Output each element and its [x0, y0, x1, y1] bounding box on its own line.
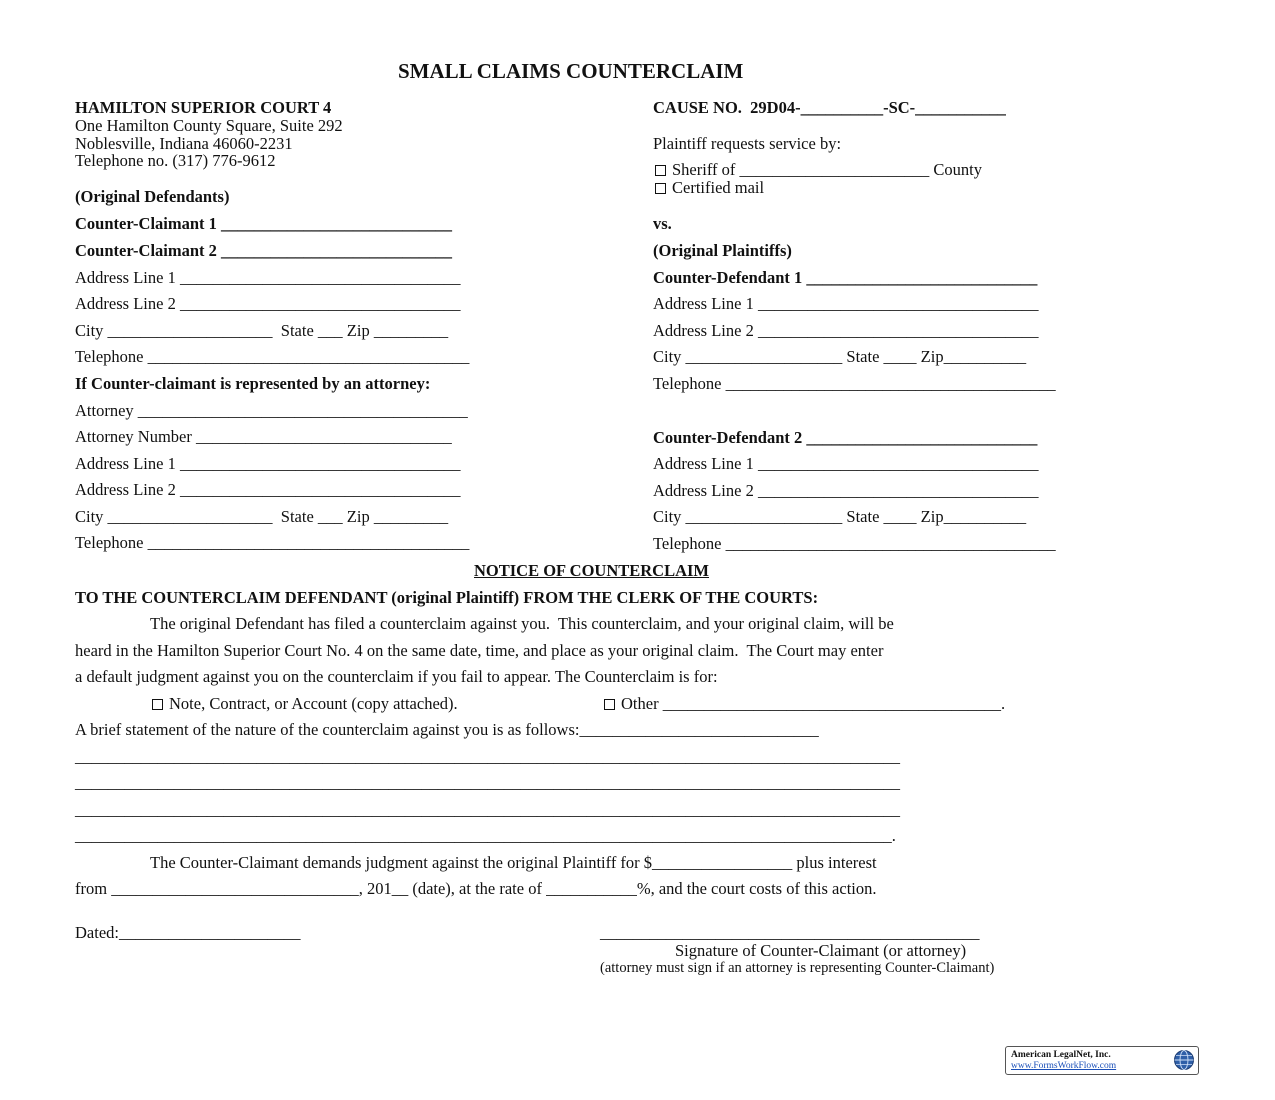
court-address-1: One Hamilton County Square, Suite 292	[75, 116, 343, 135]
counter-claimant-2-field[interactable]: Counter-Claimant 2 ____________________________	[75, 241, 453, 260]
logo-url-link[interactable]: www.FormsWorkFlow.com	[1011, 1061, 1117, 1071]
signature-note: (attorney must sign if an attorney is representing Counter-Claimant)	[600, 960, 995, 976]
claim-type-other-option[interactable]	[604, 694, 1005, 714]
claim-type-note-option[interactable]	[152, 694, 458, 714]
form-title: SMALL CLAIMS COUNTERCLAIM	[398, 59, 744, 83]
defendant-2-telephone-field[interactable]: Telephone ________________________________________	[653, 534, 1056, 553]
certified-mail-label: Certified mail	[672, 178, 765, 197]
attorney-field[interactable]: Attorney ________________________________________	[75, 401, 468, 420]
judgment-demand-line-1[interactable]: The Counter-Claimant demands judgment against the original Plaintiff for $_________________ plus interest	[150, 853, 877, 872]
defendant-2-city-state-zip-field[interactable]: City ___________________ State ____ Zip__________	[653, 507, 1027, 526]
court-address-2: Noblesville, Indiana 46060-2231	[75, 134, 293, 153]
attorney-number-field[interactable]: Attorney Number _______________________________	[75, 427, 452, 446]
dated-field[interactable]: Dated:______________________	[75, 923, 301, 942]
claimant-address-1-field[interactable]: Address Line 1 __________________________________	[75, 268, 461, 287]
note-contract-label: Note, Contract, or Account (copy attached).	[169, 694, 458, 713]
counter-defendant-2-field[interactable]: Counter-Defendant 2 ____________________________	[653, 428, 1038, 447]
original-defendants-label: (Original Defendants)	[75, 187, 230, 206]
defendant-2-address-1-field[interactable]: Address Line 1 __________________________________	[653, 454, 1039, 473]
note-contract-checkbox[interactable]	[152, 699, 163, 710]
versus-label: vs.	[653, 214, 672, 233]
defendant-1-telephone-field[interactable]: Telephone ________________________________________	[653, 374, 1056, 393]
court-phone: Telephone no. (317) 776-9612	[75, 151, 276, 170]
counter-claimant-1-field[interactable]: Counter-Claimant 1 ____________________________	[75, 214, 453, 233]
service-sheriff-option[interactable]	[655, 160, 982, 180]
attorney-telephone-field[interactable]: Telephone _______________________________________	[75, 533, 470, 552]
attorney-address-1-field[interactable]: Address Line 1 __________________________________	[75, 454, 461, 473]
claimant-address-2-field[interactable]: Address Line 2 __________________________________	[75, 294, 461, 313]
notice-heading: NOTICE OF COUNTERCLAIM	[474, 561, 709, 580]
service-mail-option[interactable]	[655, 178, 764, 198]
logo-company-name: American LegalNet, Inc.	[1011, 1050, 1111, 1060]
attorney-city-state-zip-field[interactable]: City ____________________ State ___ Zip _________	[75, 507, 449, 526]
signature-line[interactable]: ______________________________________________	[600, 923, 980, 942]
statement-line-4[interactable]: ___________________________________________________________________________________________________.	[75, 826, 896, 845]
american-legalnet-logo	[1005, 1046, 1199, 1075]
sheriff-checkbox[interactable]	[655, 165, 666, 176]
attorney-address-2-field[interactable]: Address Line 2 __________________________________	[75, 480, 461, 499]
defendant-1-city-state-zip-field[interactable]: City ___________________ State ____ Zip__________	[653, 347, 1027, 366]
notice-paragraph-line-3: a default judgment against you on the counterclaim if you fail to appear. The Counterclaim is for:	[75, 667, 718, 686]
defendant-2-address-2-field[interactable]: Address Line 2 __________________________________	[653, 481, 1039, 500]
globe-icon	[1173, 1049, 1195, 1071]
signature-label: Signature of Counter-Claimant (or attorney)	[675, 941, 967, 960]
attorney-heading: If Counter-claimant is represented by an attorney:	[75, 374, 431, 393]
defendant-1-address-1-field[interactable]: Address Line 1 __________________________________	[653, 294, 1039, 313]
claimant-city-state-zip-field[interactable]: City ____________________ State ___ Zip _________	[75, 321, 449, 340]
notice-paragraph-line-2: heard in the Hamilton Superior Court No. 4 on the same date, time, and place as your original claim. The Court may enter	[75, 641, 884, 660]
original-plaintiffs-label: (Original Plaintiffs)	[653, 241, 792, 260]
court-name: HAMILTON SUPERIOR COURT 4	[75, 98, 332, 117]
notice-paragraph-line-1: The original Defendant has filed a counterclaim against you. This counterclaim, and your original claim, will be	[150, 614, 894, 633]
statement-line-3[interactable]: ____________________________________________________________________________________________________	[75, 800, 900, 819]
notice-addressee: TO THE COUNTERCLAIM DEFENDANT (original Plaintiff) FROM THE CLERK OF THE COURTS:	[75, 588, 819, 607]
other-checkbox[interactable]	[604, 699, 615, 710]
counter-defendant-1-field[interactable]: Counter-Defendant 1 ____________________________	[653, 268, 1038, 287]
statement-line-1[interactable]: ____________________________________________________________________________________________________	[75, 747, 900, 766]
judgment-demand-line-2[interactable]: from ______________________________, 201__ (date), at the rate of ___________%, and the court costs of this action.	[75, 879, 877, 898]
other-label: Other _________________________________________.	[621, 694, 1006, 713]
claimant-telephone-field[interactable]: Telephone _______________________________________	[75, 347, 470, 366]
sheriff-label: Sheriff of _______________________ County	[672, 160, 982, 179]
service-heading: Plaintiff requests service by:	[653, 134, 842, 153]
cause-number-field[interactable]: CAUSE NO. 29D04-__________-SC-___________	[653, 98, 1006, 117]
brief-statement-field[interactable]: A brief statement of the nature of the counterclaim against you is as follows:_____________________________	[75, 720, 819, 739]
certified-mail-checkbox[interactable]	[655, 183, 666, 194]
defendant-1-address-2-field[interactable]: Address Line 2 __________________________________	[653, 321, 1039, 340]
statement-line-2[interactable]: ____________________________________________________________________________________________________	[75, 773, 900, 792]
